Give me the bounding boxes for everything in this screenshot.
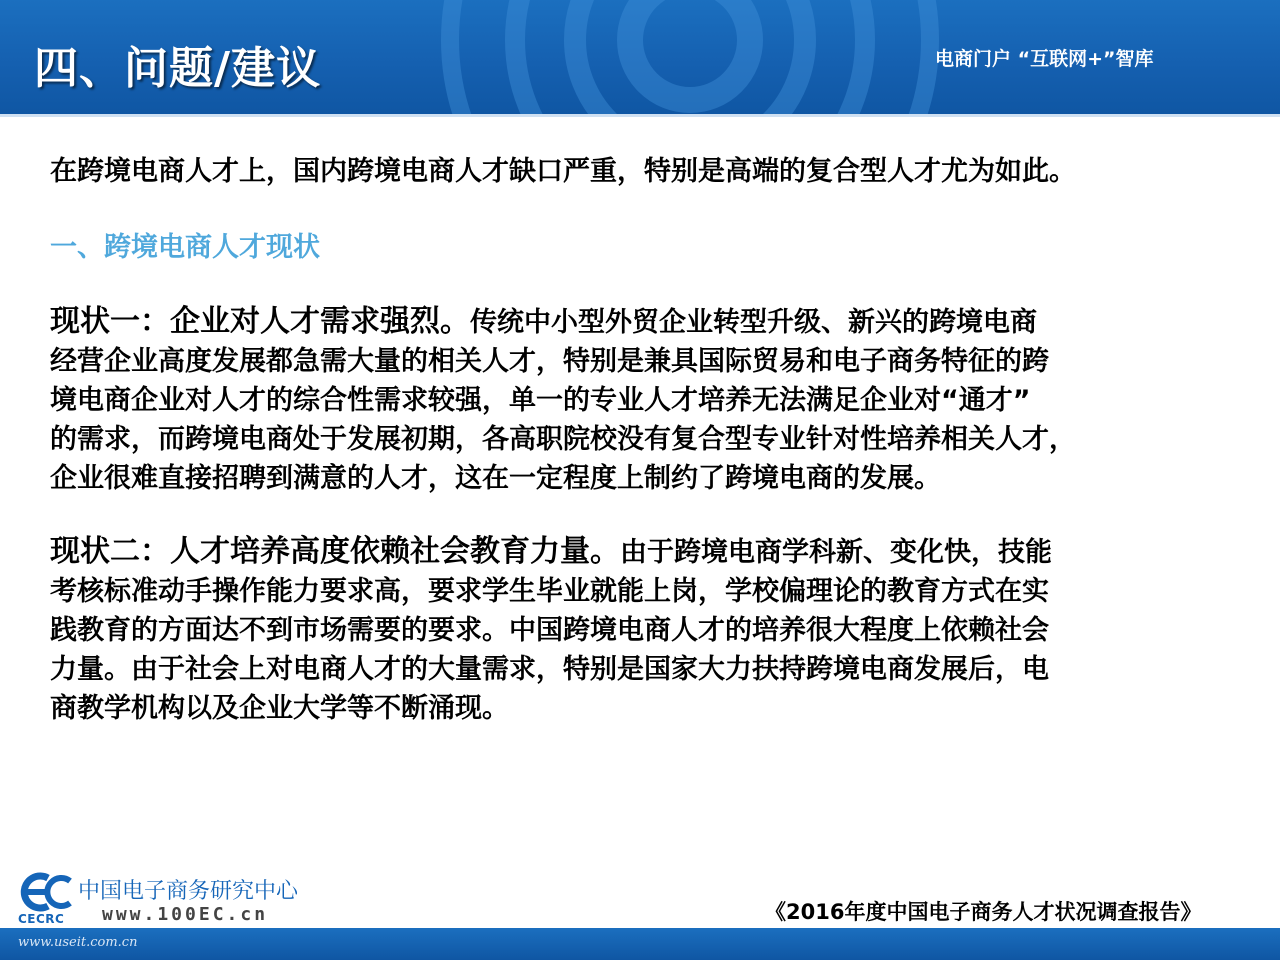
org-url: www.100EC.cn xyxy=(102,904,269,925)
org-name: 中国电子商务研究中心 xyxy=(78,879,299,904)
slide-title: 四、问题/建议 xyxy=(34,43,322,94)
status-1-line-4: 的需求，而跨境电商处于发展初期，各高职院校没有复合型专业针对性培养相关人才， xyxy=(50,424,1076,455)
status-2-line-5: 商教学机构以及企业大学等不断涌现。 xyxy=(50,693,509,724)
status-1-line-5: 企业很难直接招聘到满意的人才，这在一定程度上制约了跨境电商的发展。 xyxy=(50,463,941,494)
status-2-line-4: 力量。由于社会上对电商人才的大量需求，特别是国家大力扶持跨境电商发展后，电 xyxy=(50,654,1049,685)
header-tagline: 电商门户 “互联网+”智库 xyxy=(935,48,1154,70)
status-2-line-3: 践教育的方面达不到市场需要的要求。中国跨境电商人才的培养很大程度上依赖社会 xyxy=(50,615,1049,646)
slide-content xyxy=(50,152,1262,728)
status-paragraph-1 xyxy=(50,302,1262,498)
intro-text: 在跨境电商人才上，国内跨境电商人才缺口严重，特别是高端的复合型人才尤为如此。 xyxy=(50,156,1076,187)
status-2-lead: 现状二：人才培养高度依赖社会教育力量。 xyxy=(50,534,620,569)
status-2-line-1: 由于跨境电商学科新、变化快，技能 xyxy=(620,537,1052,568)
report-title: 《2016年度中国电子商务人才状况调查报告》 xyxy=(765,900,1202,924)
slide-header xyxy=(0,0,1280,116)
section-heading: 一、跨境电商人才现状 xyxy=(50,232,320,263)
cecrc-logo xyxy=(18,872,318,928)
status-1-line-1: 传统中小型外贸企业转型升级、新兴的跨境电商 xyxy=(470,307,1037,338)
status-2-line-2: 考核标准动手操作能力要求高，要求学生毕业就能上岗，学校偏理论的教育方式在实 xyxy=(50,576,1049,607)
status-1-line-2: 经营企业高度发展都急需大量的相关人才，特别是兼具国际贸易和电子商务特征的跨 xyxy=(50,346,1049,377)
logo-abbr: CECRC xyxy=(18,912,65,926)
watermark: www.useit.com.cn xyxy=(18,935,138,950)
status-paragraph-2 xyxy=(50,532,1262,728)
ec-logo-icon xyxy=(18,872,74,912)
status-1-lead: 现状一：企业对人才需求强烈。 xyxy=(50,304,470,339)
header-divider xyxy=(0,114,1280,117)
footer-bar xyxy=(0,928,1280,960)
status-1-line-3: 境电商企业对人才的综合性需求较强，单一的专业人才培养无法满足企业对“通才” xyxy=(50,385,1031,416)
